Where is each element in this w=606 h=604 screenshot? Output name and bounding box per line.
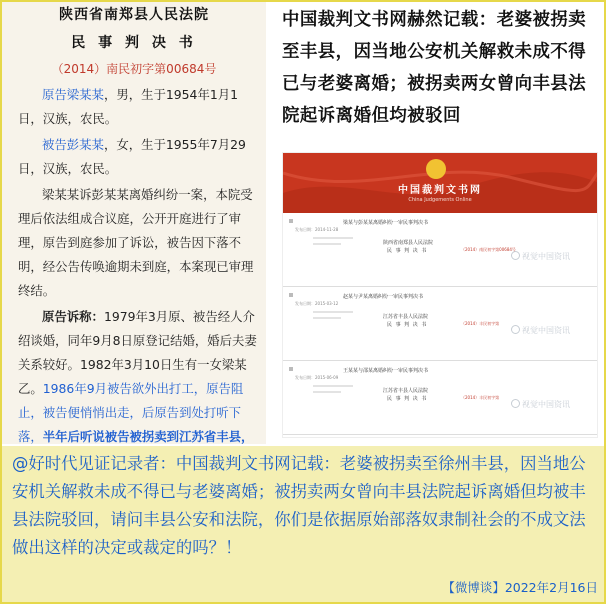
claim-label: 原告诉称：	[42, 309, 104, 324]
result-text-line	[313, 243, 341, 245]
search-result[interactable]	[283, 287, 597, 361]
court-name: 陕西省南郑县人民法院	[59, 7, 209, 23]
result-court: 陕西省南郑县人民法院	[383, 240, 434, 246]
result-meta: 发布日期：2014-11-28	[295, 227, 339, 232]
case-number: （2014）南民初字第00684号	[51, 62, 217, 76]
watermark-text: 视觉中国资讯	[522, 252, 570, 261]
result-case-number: （2014）丰民初字第	[461, 321, 500, 326]
result-marker-icon	[289, 367, 293, 371]
claim-blue-text: 1986年9月被告欲外出打工，原告阻止，被告便悄悄出走，后原告到处打听下落，	[18, 381, 244, 444]
watermark-icon	[511, 251, 520, 260]
result-text-line	[313, 385, 353, 387]
result-title[interactable]: 王某某与邵某离婚纠纷一审民事判决书	[343, 368, 429, 374]
watermark	[511, 399, 570, 410]
search-result[interactable]	[283, 213, 597, 287]
result-title[interactable]: 赵某与尹某离婚纠纷一审民事判决书	[343, 294, 424, 300]
site-banner	[283, 153, 597, 213]
site-title: 中国裁判文书网	[398, 185, 482, 196]
result-doc-type: 民 事 判 决 书	[387, 396, 428, 402]
result-text-line	[313, 311, 353, 313]
result-doc-type: 民 事 判 决 书	[387, 322, 428, 328]
headline: 中国裁判文书网赫然记载：老婆被拐卖至丰县，因当地公安机关解救未成不得已与老婆离婚；被拐卖两女曾向丰县法院起诉离婚但均被驳回	[282, 10, 587, 126]
source-label: 【微博谈】2022年2月16日	[442, 580, 598, 595]
watermark-icon	[511, 399, 520, 408]
watermark-text: 视觉中国资讯	[522, 400, 570, 409]
claim-text: 1979年3月原、被告经人介绍谈婚，同年9月8日原登记结婚，婚后夫妻关系较好。1982年3月10日生有一女梁某乙。	[18, 309, 257, 396]
watermark-icon	[511, 325, 520, 334]
result-court: 江苏省丰县人民法院	[383, 388, 429, 394]
plaintiff-paragraph	[2, 83, 266, 131]
national-emblem-icon	[426, 159, 446, 179]
result-case-number: （2014）南民初字第00684号	[461, 247, 516, 252]
result-case-number: （2014）丰民初字第	[461, 395, 500, 400]
site-subtitle: China Judgements Online	[408, 197, 472, 203]
document-type: 民 事 判 决 书	[71, 35, 197, 51]
plaintiff-info: ，男，生于1954年1月1日，汉族，农民。	[18, 87, 238, 126]
website-screenshot	[282, 152, 598, 438]
comment-box	[2, 446, 604, 602]
case-paragraph	[2, 183, 266, 303]
defendant-info: ，女，生于1955年7月29日，汉族，农民。	[18, 137, 246, 176]
watermark-text: 视觉中国资讯	[522, 326, 570, 335]
result-meta: 发布日期：2015-06-09	[295, 375, 339, 380]
watermark	[511, 325, 570, 336]
claim-paragraph	[2, 305, 266, 444]
result-title[interactable]: 梁某与彭某某离婚纠纷一审民事判决书	[343, 220, 429, 226]
case-text: 梁某某诉彭某某离婚纠纷一案，本院受理后依法组成合议庭，公开开庭进行了审理，原告到庭参加了诉讼，被告因下落不明，经公告传唤逾期未到庭，本案现已审理终结。	[18, 187, 254, 298]
news-panel	[270, 2, 604, 444]
defendant-label: 被告彭某某	[42, 137, 104, 152]
claim-bold-text: 半年后听说被告被拐卖到江苏省丰县，	[42, 429, 254, 444]
result-text-line	[313, 317, 341, 319]
plaintiff-label: 原告梁某某	[42, 87, 104, 102]
result-text-line	[313, 391, 341, 393]
result-court: 江苏省丰县人民法院	[383, 314, 429, 320]
result-meta: 发布日期：2015-03-12	[295, 301, 339, 306]
defendant-paragraph	[2, 133, 266, 181]
result-text-line	[313, 237, 353, 239]
result-marker-icon	[289, 293, 293, 297]
search-result[interactable]	[283, 361, 597, 435]
watermark	[511, 251, 570, 262]
result-marker-icon	[289, 219, 293, 223]
judgment-document	[2, 2, 266, 444]
comment-text: @好时代见证记录者：中国裁判文书网记载：老婆被拐卖至徐州丰县，因当地公安机关解救未成不得已与老婆离婚；被拐卖两女曾向丰县法院起诉离婚但均被丰县法院驳回，请问丰县公安和法院，你们是依据原始部落奴隶制社会的不成文法做出这样的决定或裁定的吗？！	[12, 454, 586, 557]
result-doc-type: 民 事 判 决 书	[387, 248, 428, 254]
